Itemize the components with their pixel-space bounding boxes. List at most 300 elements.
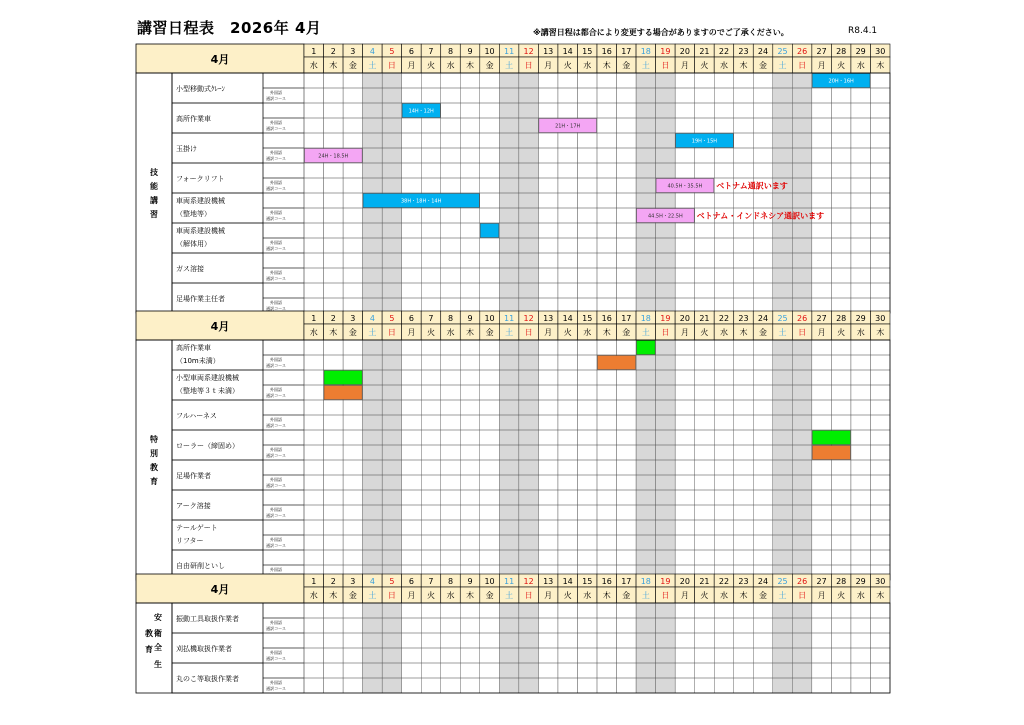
day-slot (597, 490, 617, 505)
day-slot (441, 663, 461, 678)
day-slot (577, 355, 597, 370)
day-slot (343, 88, 363, 103)
day-number: 27 (816, 314, 827, 323)
day-slot (441, 633, 461, 648)
day-number: 21 (699, 314, 710, 323)
day-slot (714, 223, 734, 238)
day-slot (597, 148, 617, 163)
day-slot (577, 633, 597, 648)
day-slot (421, 283, 441, 298)
day-slot (343, 678, 363, 693)
day-slot (734, 535, 754, 550)
day-slot (851, 535, 871, 550)
day-slot (812, 133, 832, 148)
day-slot (617, 460, 637, 475)
course-session-bar (812, 431, 850, 445)
day-slot (558, 460, 578, 475)
sub-cell-top (263, 460, 304, 475)
day-slot (597, 268, 617, 283)
day-slot (402, 603, 422, 618)
day-slot (753, 678, 773, 693)
day-number: 29 (855, 47, 866, 56)
sub-cell-top (263, 223, 304, 238)
sub-cell-top (263, 133, 304, 148)
course-name: 足場作業者 (176, 472, 211, 480)
weekday-label: 木 (329, 328, 338, 337)
day-slot (870, 535, 890, 550)
day-slot (695, 148, 715, 163)
day-slot (304, 223, 324, 238)
day-slot (304, 73, 324, 88)
course-name: 車両系建設機械 (176, 227, 225, 235)
day-slot (617, 430, 637, 445)
weekday-label: 火 (563, 61, 572, 70)
day-slot (870, 340, 890, 355)
day-slot (577, 663, 597, 678)
day-slot (597, 133, 617, 148)
day-slot (597, 633, 617, 648)
day-slot (441, 355, 461, 370)
day-slot (304, 208, 324, 223)
weekday-label: 日 (661, 591, 670, 600)
day-slot (304, 460, 324, 475)
day-number: 9 (467, 47, 473, 56)
day-slot (714, 445, 734, 460)
day-slot (421, 88, 441, 103)
day-slot (714, 430, 734, 445)
day-slot (851, 103, 871, 118)
day-slot (441, 475, 461, 490)
day-slot (304, 550, 324, 565)
day-slot (577, 133, 597, 148)
day-slot (538, 133, 558, 148)
day-slot (421, 163, 441, 178)
day-slot (577, 268, 597, 283)
day-slot (675, 618, 695, 633)
day-slot (402, 253, 422, 268)
day-slot (480, 268, 500, 283)
day-slot (538, 460, 558, 475)
day-slot (753, 415, 773, 430)
day-slot (538, 603, 558, 618)
day-slot (812, 603, 832, 618)
weekday-label: 月 (680, 328, 689, 337)
day-slot (695, 223, 715, 238)
foreign-language-label: 外国語 (270, 537, 282, 542)
day-number: 20 (679, 577, 690, 586)
day-slot (460, 103, 480, 118)
day-slot (304, 178, 324, 193)
day-slot (734, 385, 754, 400)
month-label: 4月 (210, 583, 230, 596)
day-slot (480, 648, 500, 663)
day-slot (577, 148, 597, 163)
day-number: 9 (467, 577, 473, 586)
day-slot (753, 460, 773, 475)
weekday-label: 土 (778, 328, 787, 337)
day-slot (734, 603, 754, 618)
day-slot (343, 133, 363, 148)
day-slot (558, 633, 578, 648)
day-slot (675, 148, 695, 163)
day-slot (714, 118, 734, 133)
day-slot (480, 460, 500, 475)
weekday-label: 土 (505, 328, 514, 337)
day-slot (441, 253, 461, 268)
day-number: 30 (875, 577, 886, 586)
day-slot (753, 253, 773, 268)
day-slot (753, 603, 773, 618)
day-slot (441, 603, 461, 618)
day-slot (870, 460, 890, 475)
day-slot (304, 400, 324, 415)
day-slot (480, 385, 500, 400)
day-slot (597, 103, 617, 118)
course-name: フォークリフト (176, 175, 225, 183)
day-slot (675, 193, 695, 208)
course-name-sub: リフター (176, 537, 204, 545)
sub-cell-top (263, 490, 304, 505)
day-slot (460, 445, 480, 460)
day-slot (812, 268, 832, 283)
day-slot (714, 283, 734, 298)
day-slot (753, 238, 773, 253)
weekday-label: 日 (387, 328, 396, 337)
day-slot (714, 163, 734, 178)
day-slot (753, 475, 773, 490)
day-number: 28 (836, 577, 847, 586)
day-slot (734, 430, 754, 445)
day-slot (831, 340, 851, 355)
weekday-label: 水 (446, 328, 455, 337)
day-number: 1 (311, 314, 317, 323)
day-slot (324, 618, 344, 633)
day-slot (851, 268, 871, 283)
day-slot (675, 445, 695, 460)
day-slot (538, 340, 558, 355)
day-slot (324, 208, 344, 223)
day-number: 19 (660, 577, 671, 586)
day-slot (460, 475, 480, 490)
day-number: 23 (738, 47, 749, 56)
weekday-label: 月 (817, 591, 826, 600)
day-slot (460, 268, 480, 283)
day-slot (617, 550, 637, 565)
day-slot (558, 678, 578, 693)
day-slot (402, 118, 422, 133)
day-slot (753, 355, 773, 370)
weekday-label: 金 (759, 328, 768, 337)
day-slot (577, 505, 597, 520)
day-number: 18 (640, 47, 651, 56)
day-slot (753, 648, 773, 663)
day-slot (617, 103, 637, 118)
day-slot (421, 340, 441, 355)
day-number: 15 (582, 47, 593, 56)
day-slot (831, 460, 851, 475)
day-slot (304, 103, 324, 118)
day-slot (558, 663, 578, 678)
day-slot (675, 430, 695, 445)
day-slot (460, 633, 480, 648)
day-slot (695, 193, 715, 208)
day-number: 2 (330, 314, 336, 323)
course-session-bar (324, 386, 362, 400)
course-name: 車両系建設機械 (176, 197, 225, 205)
day-slot (558, 238, 578, 253)
day-number: 25 (777, 577, 788, 586)
day-slot (402, 148, 422, 163)
day-slot (617, 370, 637, 385)
foreign-language-label: 外国語 (270, 417, 282, 422)
day-slot (714, 535, 734, 550)
day-slot (812, 505, 832, 520)
day-slot (597, 475, 617, 490)
day-slot (851, 355, 871, 370)
day-slot (441, 73, 461, 88)
day-slot (812, 678, 832, 693)
day-number: 27 (816, 47, 827, 56)
session-hours-label: 14H・12H (408, 108, 434, 115)
day-slot (402, 370, 422, 385)
day-slot (402, 415, 422, 430)
day-slot (343, 163, 363, 178)
day-slot (558, 193, 578, 208)
weekday-label: 火 (426, 61, 435, 70)
day-slot (421, 550, 441, 565)
day-number: 12 (523, 577, 534, 586)
day-slot (870, 223, 890, 238)
course-session-bar (637, 341, 656, 355)
day-slot (831, 535, 851, 550)
day-slot (831, 163, 851, 178)
day-number: 15 (582, 314, 593, 323)
day-number: 9 (467, 314, 473, 323)
weekday-label: 木 (739, 591, 748, 600)
day-number: 3 (350, 47, 356, 56)
day-slot (441, 678, 461, 693)
day-slot (851, 505, 871, 520)
day-slot (695, 505, 715, 520)
day-slot (324, 678, 344, 693)
day-slot (421, 370, 441, 385)
day-slot (441, 88, 461, 103)
day-slot (695, 163, 715, 178)
day-slot (460, 88, 480, 103)
day-slot (304, 340, 324, 355)
day-slot (558, 223, 578, 238)
day-slot (402, 460, 422, 475)
day-slot (617, 268, 637, 283)
sub-cell-top (263, 253, 304, 268)
month-label: 4月 (210, 53, 230, 66)
day-slot (734, 283, 754, 298)
day-slot (402, 178, 422, 193)
day-slot (714, 148, 734, 163)
day-slot (324, 505, 344, 520)
sub-cell-top (263, 663, 304, 678)
day-slot (812, 148, 832, 163)
day-slot (617, 520, 637, 535)
day-slot (480, 340, 500, 355)
day-slot (617, 535, 637, 550)
day-slot (304, 633, 324, 648)
day-slot (558, 340, 578, 355)
day-slot (675, 238, 695, 253)
session-hours-label: 19H・15H (691, 138, 718, 145)
day-slot (870, 193, 890, 208)
day-slot (831, 178, 851, 193)
weekday-label: 火 (563, 328, 572, 337)
day-number: 14 (562, 577, 573, 586)
day-slot (753, 430, 773, 445)
day-slot (714, 663, 734, 678)
day-slot (421, 678, 441, 693)
day-slot (480, 678, 500, 693)
day-slot (402, 618, 422, 633)
day-slot (597, 163, 617, 178)
day-slot (402, 385, 422, 400)
day-slot (421, 618, 441, 633)
interpreter-course-label: 通訳コース (266, 483, 286, 488)
day-slot (460, 133, 480, 148)
day-slot (714, 490, 734, 505)
day-slot (480, 505, 500, 520)
foreign-language-label: 外国語 (270, 180, 282, 185)
weekday-label: 木 (602, 61, 611, 70)
day-slot (577, 460, 597, 475)
day-slot (343, 445, 363, 460)
foreign-language-label: 外国語 (270, 447, 282, 452)
day-slot (851, 118, 871, 133)
day-slot (812, 400, 832, 415)
day-slot (343, 73, 363, 88)
day-slot (558, 648, 578, 663)
day-slot (538, 663, 558, 678)
day-slot (597, 648, 617, 663)
day-slot (324, 253, 344, 268)
interpreter-course-label: 通訳コース (266, 626, 286, 631)
day-slot (402, 445, 422, 460)
day-slot (753, 193, 773, 208)
day-slot (714, 520, 734, 535)
day-slot (343, 550, 363, 565)
day-slot (617, 193, 637, 208)
day-slot (421, 415, 441, 430)
day-slot (753, 103, 773, 118)
day-slot (441, 648, 461, 663)
day-slot (441, 223, 461, 238)
session-hours-label: 21H・17H (555, 123, 581, 130)
day-slot (558, 445, 578, 460)
day-slot (714, 618, 734, 633)
day-slot (324, 430, 344, 445)
schedule-change-note: ※講習日程は都合により変更する場合がありますのでご了承ください。 (533, 28, 789, 37)
course-name: アーク溶接 (176, 502, 211, 510)
day-slot (870, 133, 890, 148)
day-slot (734, 355, 754, 370)
weekday-label: 日 (524, 591, 533, 600)
day-slot (675, 400, 695, 415)
day-slot (460, 400, 480, 415)
day-number: 7 (428, 47, 434, 56)
day-slot (870, 178, 890, 193)
day-slot (402, 208, 422, 223)
day-slot (558, 603, 578, 618)
day-slot (577, 73, 597, 88)
day-slot (460, 648, 480, 663)
day-number: 11 (504, 314, 515, 323)
day-slot (675, 88, 695, 103)
day-slot (304, 678, 324, 693)
weekday-label: 水 (583, 61, 592, 70)
day-slot (538, 163, 558, 178)
day-slot (714, 88, 734, 103)
day-slot (480, 603, 500, 618)
day-slot (617, 385, 637, 400)
day-slot (480, 163, 500, 178)
day-slot (675, 550, 695, 565)
day-slot (695, 520, 715, 535)
day-slot (870, 370, 890, 385)
day-slot (831, 400, 851, 415)
day-slot (734, 505, 754, 520)
section-label-char: 別 (150, 449, 158, 458)
day-slot (597, 505, 617, 520)
day-slot (714, 400, 734, 415)
day-slot (480, 133, 500, 148)
day-slot (441, 460, 461, 475)
weekday-label: 火 (700, 328, 709, 337)
day-slot (695, 550, 715, 565)
day-slot (304, 475, 324, 490)
foreign-language-label: 外国語 (270, 120, 282, 125)
day-slot (460, 223, 480, 238)
weekday-label: 木 (466, 61, 475, 70)
day-slot (870, 253, 890, 268)
day-number: 15 (582, 577, 593, 586)
day-slot (734, 678, 754, 693)
day-slot (343, 505, 363, 520)
day-slot (695, 445, 715, 460)
course-name: フルハーネス (176, 412, 217, 420)
section-label-char: 教 (150, 463, 158, 472)
day-slot (851, 340, 871, 355)
day-number: 22 (718, 577, 730, 586)
day-slot (324, 88, 344, 103)
day-number: 23 (738, 314, 749, 323)
day-slot (460, 505, 480, 520)
weekday-label: 水 (446, 61, 455, 70)
day-slot (538, 550, 558, 565)
day-slot (577, 430, 597, 445)
day-number: 14 (562, 314, 573, 323)
day-slot (402, 283, 422, 298)
interpreter-course-label: 通訳コース (266, 686, 286, 691)
day-slot (753, 73, 773, 88)
day-slot (831, 385, 851, 400)
day-number: 30 (875, 314, 886, 323)
day-slot (343, 193, 363, 208)
day-slot (577, 370, 597, 385)
day-slot (831, 253, 851, 268)
day-slot (675, 415, 695, 430)
day-slot (617, 238, 637, 253)
day-slot (734, 148, 754, 163)
day-slot (812, 88, 832, 103)
interpreter-course-label: 通訳コース (266, 186, 286, 191)
day-slot (441, 148, 461, 163)
